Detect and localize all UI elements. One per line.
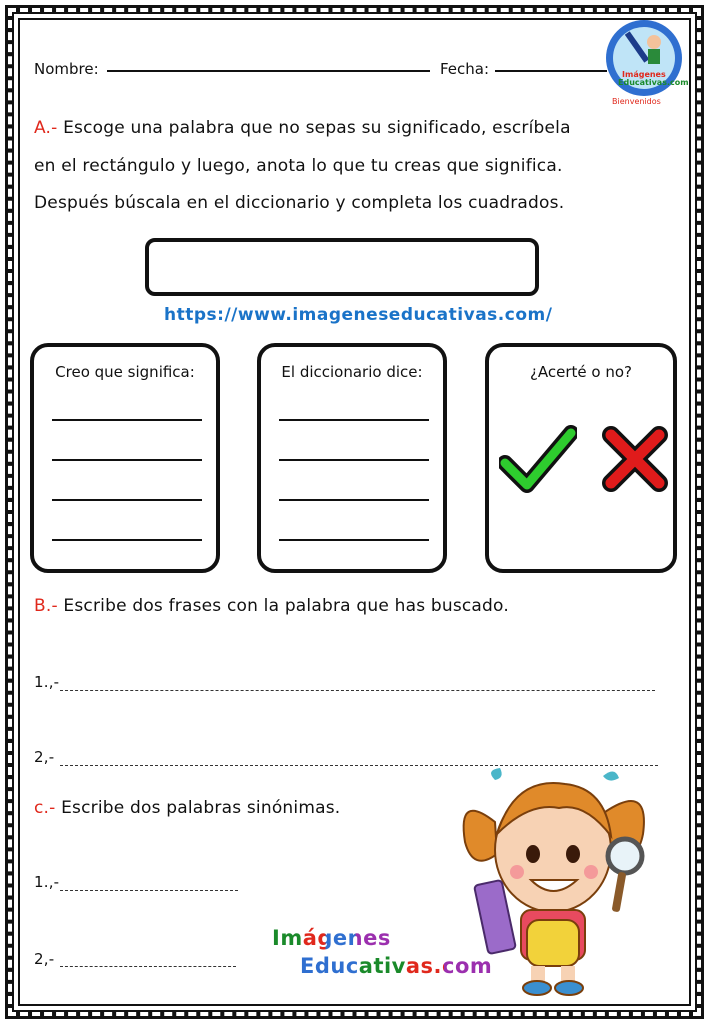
box-diccionario-dice: [257, 343, 447, 573]
section-b-item1-number: 1.,-: [34, 673, 60, 691]
footer-logo-text2: Educativas.com: [300, 954, 493, 978]
section-c-item1-number: 1.,-: [34, 873, 60, 891]
section-c-item2-line[interactable]: [60, 966, 236, 967]
brand-badge: [604, 18, 689, 98]
date-label: Fecha:: [440, 60, 490, 78]
name-label: Nombre:: [34, 60, 99, 78]
section-b-heading: [34, 596, 509, 616]
cross-icon[interactable]: [601, 425, 669, 493]
section-b-item1-line[interactable]: [60, 690, 655, 691]
section-c-letter: c.-: [34, 798, 56, 818]
section-a-letter: A.-: [34, 118, 58, 138]
check-icon[interactable]: [499, 423, 577, 495]
box-acerte-o-no: [485, 343, 677, 573]
box1-write-line-1[interactable]: [52, 419, 202, 421]
badge-tag: Bienvenidos: [612, 97, 661, 106]
girl-with-magnifier-illustration: [455, 762, 655, 998]
section-c-text: Escribe dos palabras sinónimas.: [55, 798, 341, 818]
footer-logo-text1: Imágenes: [272, 926, 391, 950]
box1-write-line-4[interactable]: [52, 539, 202, 541]
section-b-letter: B.-: [34, 596, 58, 616]
box1-write-line-3[interactable]: [52, 499, 202, 501]
box2-write-line-1[interactable]: [279, 419, 429, 421]
section-a-text1: Escoge una palabra que no sepas su significado, escríbela: [57, 118, 571, 138]
box2-write-line-2[interactable]: [279, 459, 429, 461]
box1-title: Creo que significa:: [55, 363, 195, 381]
badge-brand-line2: Educativas.com: [618, 78, 689, 87]
section-a-line1: [34, 118, 571, 138]
badge-brand-line1: Imágenes: [622, 70, 666, 79]
footer-logo-line1: [272, 926, 391, 950]
section-c-item1-line[interactable]: [60, 890, 238, 891]
section-b-item2-number: 2,-: [34, 748, 55, 766]
box2-write-line-4[interactable]: [279, 539, 429, 541]
source-url: https://www.imageneseducativas.com/: [164, 305, 553, 325]
name-field-line[interactable]: [107, 70, 430, 72]
section-c-item2-number: 2,-: [34, 950, 55, 968]
section-a-line2: en el rectángulo y luego, anota lo que tu creas que significa.: [34, 156, 563, 176]
word-rectangle[interactable]: [145, 238, 539, 296]
box2-write-line-3[interactable]: [279, 499, 429, 501]
box2-title: El diccionario dice:: [281, 363, 423, 381]
section-c-heading: [34, 798, 340, 818]
box1-write-line-2[interactable]: [52, 459, 202, 461]
box3-title: ¿Acerté o no?: [529, 363, 633, 381]
box-creo-que-significa: [30, 343, 220, 573]
date-field-line[interactable]: [495, 70, 607, 72]
section-a-line3: Después búscala en el diccionario y completa los cuadrados.: [34, 193, 565, 213]
section-b-text: Escribe dos frases con la palabra que has buscado.: [57, 596, 509, 616]
